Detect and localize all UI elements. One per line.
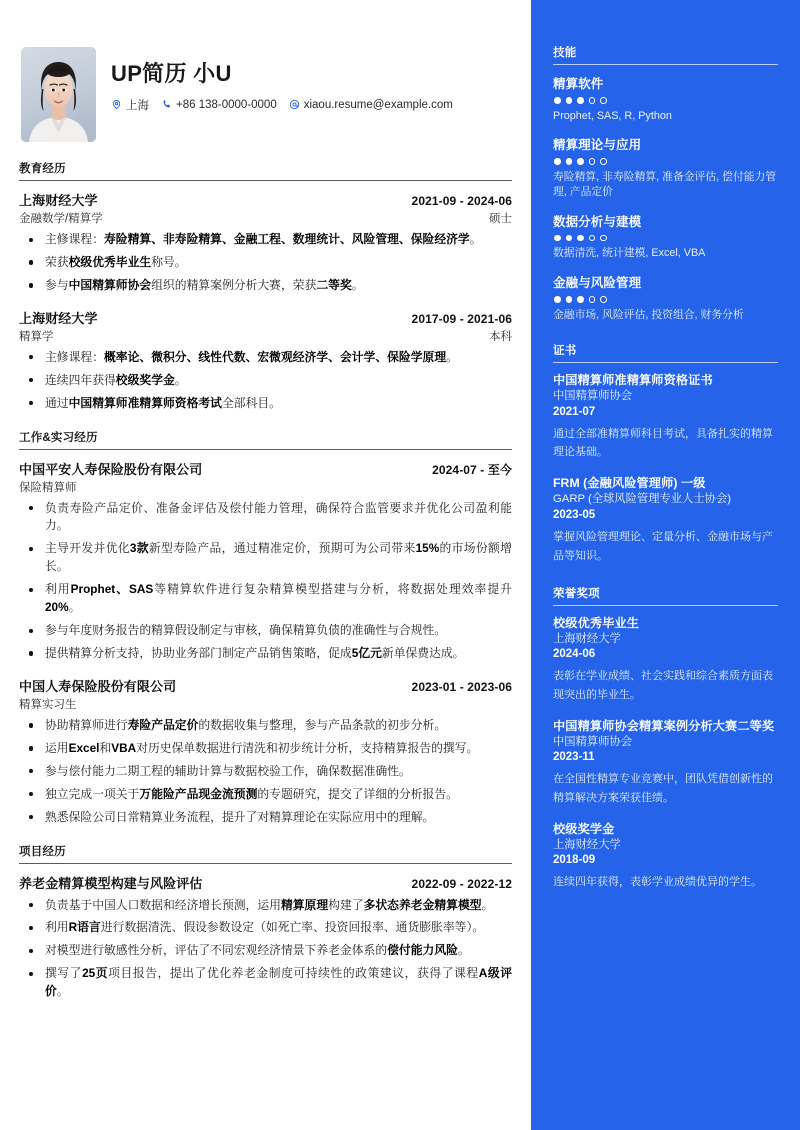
certificate-item-date: 2023-05 (553, 508, 596, 521)
contact-phone (161, 99, 277, 111)
entry-organization: 中国平安人寿保险股份有限公司 (19, 461, 203, 477)
award-item-org: 上海财经大学 (553, 632, 621, 645)
skill-level-dot (589, 158, 596, 165)
entry-education (19, 190, 512, 295)
bullet-item: 利用R语言进行数据清洗、假设参数设定（如死亡率、投资回报率、通货膨胀率等）。 (19, 919, 512, 937)
avatar (21, 47, 96, 142)
main-sections (19, 160, 512, 1001)
page-title: UP简历 小U (111, 61, 232, 86)
certificate-item (553, 372, 778, 462)
certificate-item-date: 2021-07 (553, 405, 596, 418)
section-header-projects: 项目经历 (19, 843, 512, 864)
skill-level-dot (589, 296, 596, 303)
entry-degree: 硕士 (489, 213, 512, 225)
section-header-work: 工作&实习经历 (19, 429, 512, 450)
skill-level-indicator (554, 97, 778, 104)
entry-row-primary (19, 459, 512, 478)
profile-photo-icon (21, 47, 96, 142)
award-item-title: 中国精算师协会精算案例分析大赛二等奖 (553, 718, 775, 733)
entry-role: 精算实习生 (19, 698, 77, 711)
skill-detail: 数据清洗, 统计建模, Excel, VBA (553, 247, 706, 260)
awards-list (553, 615, 778, 893)
entry-dates: 2022-09 - 2022-12 (411, 876, 512, 891)
bullet-item: 主导开发并优化3款新型寿险产品，通过精准定价，预期可为公司带来15%的市场份额增长。 (19, 540, 512, 576)
entry-organization: 养老金精算模型构建与风险评估 (19, 875, 203, 891)
bullet-item: 连续四年获得校级奖学金。 (19, 372, 512, 390)
skill-detail: 寿险精算, 非寿险精算, 准备金评估, 偿付能力管理, 产品定价 (553, 170, 777, 199)
bullet-item: 对模型进行敏感性分析，评估了不同宏观经济情景下养老金体系的偿付能力风险。 (19, 942, 512, 960)
section-header-education: 教育经历 (19, 160, 512, 181)
skill-level-dot (589, 97, 596, 104)
contact-phone-text: +86 138-0000-0000 (176, 98, 277, 111)
bullet-item: 参与中国精算师协会组织的精算案例分析大赛，荣获二等奖。 (19, 277, 512, 295)
skill-level-dot (600, 235, 607, 242)
skill-level-dot (554, 296, 561, 303)
certificate-item-title: 中国精算师准精算师资格证书 (553, 373, 713, 388)
entry-row-secondary (19, 210, 512, 226)
skill-level-dot (566, 235, 573, 242)
entry-role: 金融数学/精算学 (19, 213, 103, 225)
entry-organization: 中国人寿保险股份有限公司 (19, 678, 177, 694)
certificate-item-title: FRM (金融风险管理师) 一级 (553, 476, 706, 491)
contact-email-text: xiaou.resume@example.com (303, 98, 453, 111)
resume-header (19, 30, 512, 144)
skill-level-dot (577, 235, 584, 242)
skills-list (553, 74, 778, 323)
award-item (553, 821, 778, 892)
skill-detail: 金融市场, 风险评估, 投资组合, 财务分析 (553, 308, 744, 321)
award-item-org: 上海财经大学 (553, 838, 621, 851)
entry-bullets (19, 500, 512, 663)
skill-detail: Prophet, SAS, R, Python (553, 109, 672, 122)
entry-row-secondary (19, 696, 512, 712)
award-item-description: 连续四年获得，表彰学业成绩优异的学生。 (553, 876, 762, 889)
entry-degree: 本科 (489, 330, 512, 343)
entry-row-primary (19, 190, 512, 209)
skill-level-dot (577, 158, 584, 165)
entry-dates: 2017-09 - 2021-06 (411, 311, 512, 326)
skill-level-indicator (554, 235, 778, 242)
skill-level-dot (554, 97, 561, 104)
certificate-item (553, 475, 778, 565)
bullet-item: 撰写了25页项目报告，提出了优化养老金制度可持续性的政策建议，获得了课程A级评价。 (19, 965, 512, 1001)
contact-email (289, 99, 453, 111)
award-item-title: 校级优秀毕业生 (553, 615, 640, 630)
award-item (553, 615, 778, 705)
entry-organization: 上海财经大学 (19, 310, 98, 326)
skill-level-dot (577, 296, 584, 303)
certificate-item-org: 中国精算师协会 (553, 390, 633, 403)
contact-list (111, 97, 459, 113)
award-item-date: 2018-09 (553, 854, 596, 867)
skill-item (553, 135, 778, 201)
bullet-item: 通过中国精算师准精算师资格考试全部科目。 (19, 395, 512, 413)
phone-icon (161, 99, 172, 110)
email-at-icon (289, 99, 300, 110)
award-item-description: 表彰在学业成绩、社会实践和综合素质方面表现突出的毕业生。 (553, 669, 773, 701)
skill-level-indicator (554, 158, 778, 165)
bullet-item: 运用Excel和VBA对历史保单数据进行清洗和初步统计分析，支持精算报告的撰写。 (19, 740, 512, 758)
bullet-item: 荣获校级优秀毕业生称号。 (19, 254, 512, 272)
skill-item (553, 74, 778, 124)
certificates-list (553, 372, 778, 565)
entry-work (19, 676, 512, 827)
bullet-item: 独立完成一项关于万能险产品现金流预测的专题研究，提交了详细的分析报告。 (19, 786, 512, 804)
skill-level-dot (600, 97, 607, 104)
entry-row-secondary (19, 479, 512, 495)
bullet-item: 利用Prophet、SAS等精算软件进行复杂精算模型搭建与分析，将数据处理效率提升20%。 (19, 581, 512, 617)
entry-education (19, 308, 512, 413)
skill-level-dot (566, 158, 573, 165)
entry-bullets (19, 717, 512, 827)
bullet-item: 协助精算师进行寿险产品定价的数据收集与整理，参与产品条款的初步分析。 (19, 717, 512, 735)
award-item-org: 中国精算师协会 (553, 735, 633, 748)
skill-name: 数据分析与建模 (553, 214, 642, 229)
bullet-item: 负责基于中国人口数据和经济增长预测，运用精算原理构建了多状态养老金精算模型。 (19, 897, 512, 915)
entry-bullets (19, 897, 512, 1002)
location-pin-icon (111, 99, 122, 110)
entry-bullets (19, 349, 512, 413)
award-item-title: 校级奖学金 (553, 821, 615, 836)
sidebar-section-certificates-title: 证书 (553, 342, 778, 363)
contact-location-text: 上海 (126, 99, 149, 112)
bullet-item: 熟悉保险公司日常精算业务流程，提升了对精算理论在实际应用中的理解。 (19, 809, 512, 827)
bullet-item: 主修课程：概率论、微积分、线性代数、宏微观经济学、会计学、保险学原理。 (19, 349, 512, 367)
bullet-item: 参与偿付能力二期工程的辅助计算与数据校验工作，确保数据准确性。 (19, 763, 512, 781)
skill-level-dot (554, 235, 561, 242)
entry-bullets (19, 231, 512, 295)
skill-name: 精算理论与应用 (553, 138, 642, 153)
entry-row-primary (19, 676, 512, 695)
sidebar (531, 0, 800, 1130)
award-item (553, 718, 778, 808)
bullet-item: 主修课程：寿险精算、非寿险精算、金融工程、数理统计、风险管理、保险经济学。 (19, 231, 512, 249)
entry-dates: 2021-09 - 2024-06 (411, 194, 512, 208)
bullet-item: 负责寿险产品定价、准备金评估及偿付能力管理，确保符合监管要求并优化公司盈利能力。 (19, 500, 512, 536)
entry-projects (19, 873, 512, 1002)
award-item-date: 2023-11 (553, 751, 595, 764)
entry-row-primary (19, 873, 512, 892)
entry-dates: 2023-01 - 2023-06 (411, 679, 512, 694)
header-text (111, 47, 459, 113)
sidebar-section-skills-title: 技能 (553, 44, 778, 65)
entry-row-primary (19, 308, 512, 327)
skill-level-indicator (554, 296, 778, 303)
bullet-item: 提供精算分析支持，协助业务部门制定产品销售策略，促成5亿元新单保费达成。 (19, 645, 512, 663)
sidebar-section-awards-title: 荣誉奖项 (553, 585, 778, 606)
skill-item (553, 273, 778, 323)
entry-role: 保险精算师 (19, 481, 77, 494)
skill-level-dot (600, 158, 607, 165)
entry-role: 精算学 (19, 330, 54, 343)
skill-level-dot (566, 97, 573, 104)
skill-item (553, 212, 778, 262)
certificate-item-description: 掌握风险管理理论、定量分析、金融市场与产品等知识。 (553, 530, 773, 562)
award-item-date: 2024-06 (553, 647, 596, 660)
skill-level-dot (554, 158, 561, 165)
skill-level-dot (600, 296, 607, 303)
skill-name: 精算软件 (553, 77, 604, 91)
bullet-item: 参与年度财务报告的精算假设制定与审核，确保精算负债的准确性与合规性。 (19, 622, 512, 640)
entry-organization: 上海财经大学 (19, 193, 98, 208)
certificate-item-description: 通过全部准精算师科目考试，具备扎实的精算理论基础。 (553, 427, 773, 459)
skill-name: 金融与风险管理 (553, 276, 642, 291)
entry-dates: 2024-07 - 至今 (432, 462, 512, 477)
entry-work (19, 459, 512, 663)
award-item-description: 在全国性精算专业竞赛中，团队凭借创新性的精算解决方案荣获佳绩。 (553, 773, 773, 804)
entry-row-secondary (19, 328, 512, 344)
skill-level-dot (577, 97, 584, 104)
skill-level-dot (589, 235, 596, 242)
certificate-item-org: GARP (全球风险管理专业人士协会) (553, 493, 732, 506)
skill-level-dot (566, 296, 573, 303)
contact-location (111, 97, 149, 113)
